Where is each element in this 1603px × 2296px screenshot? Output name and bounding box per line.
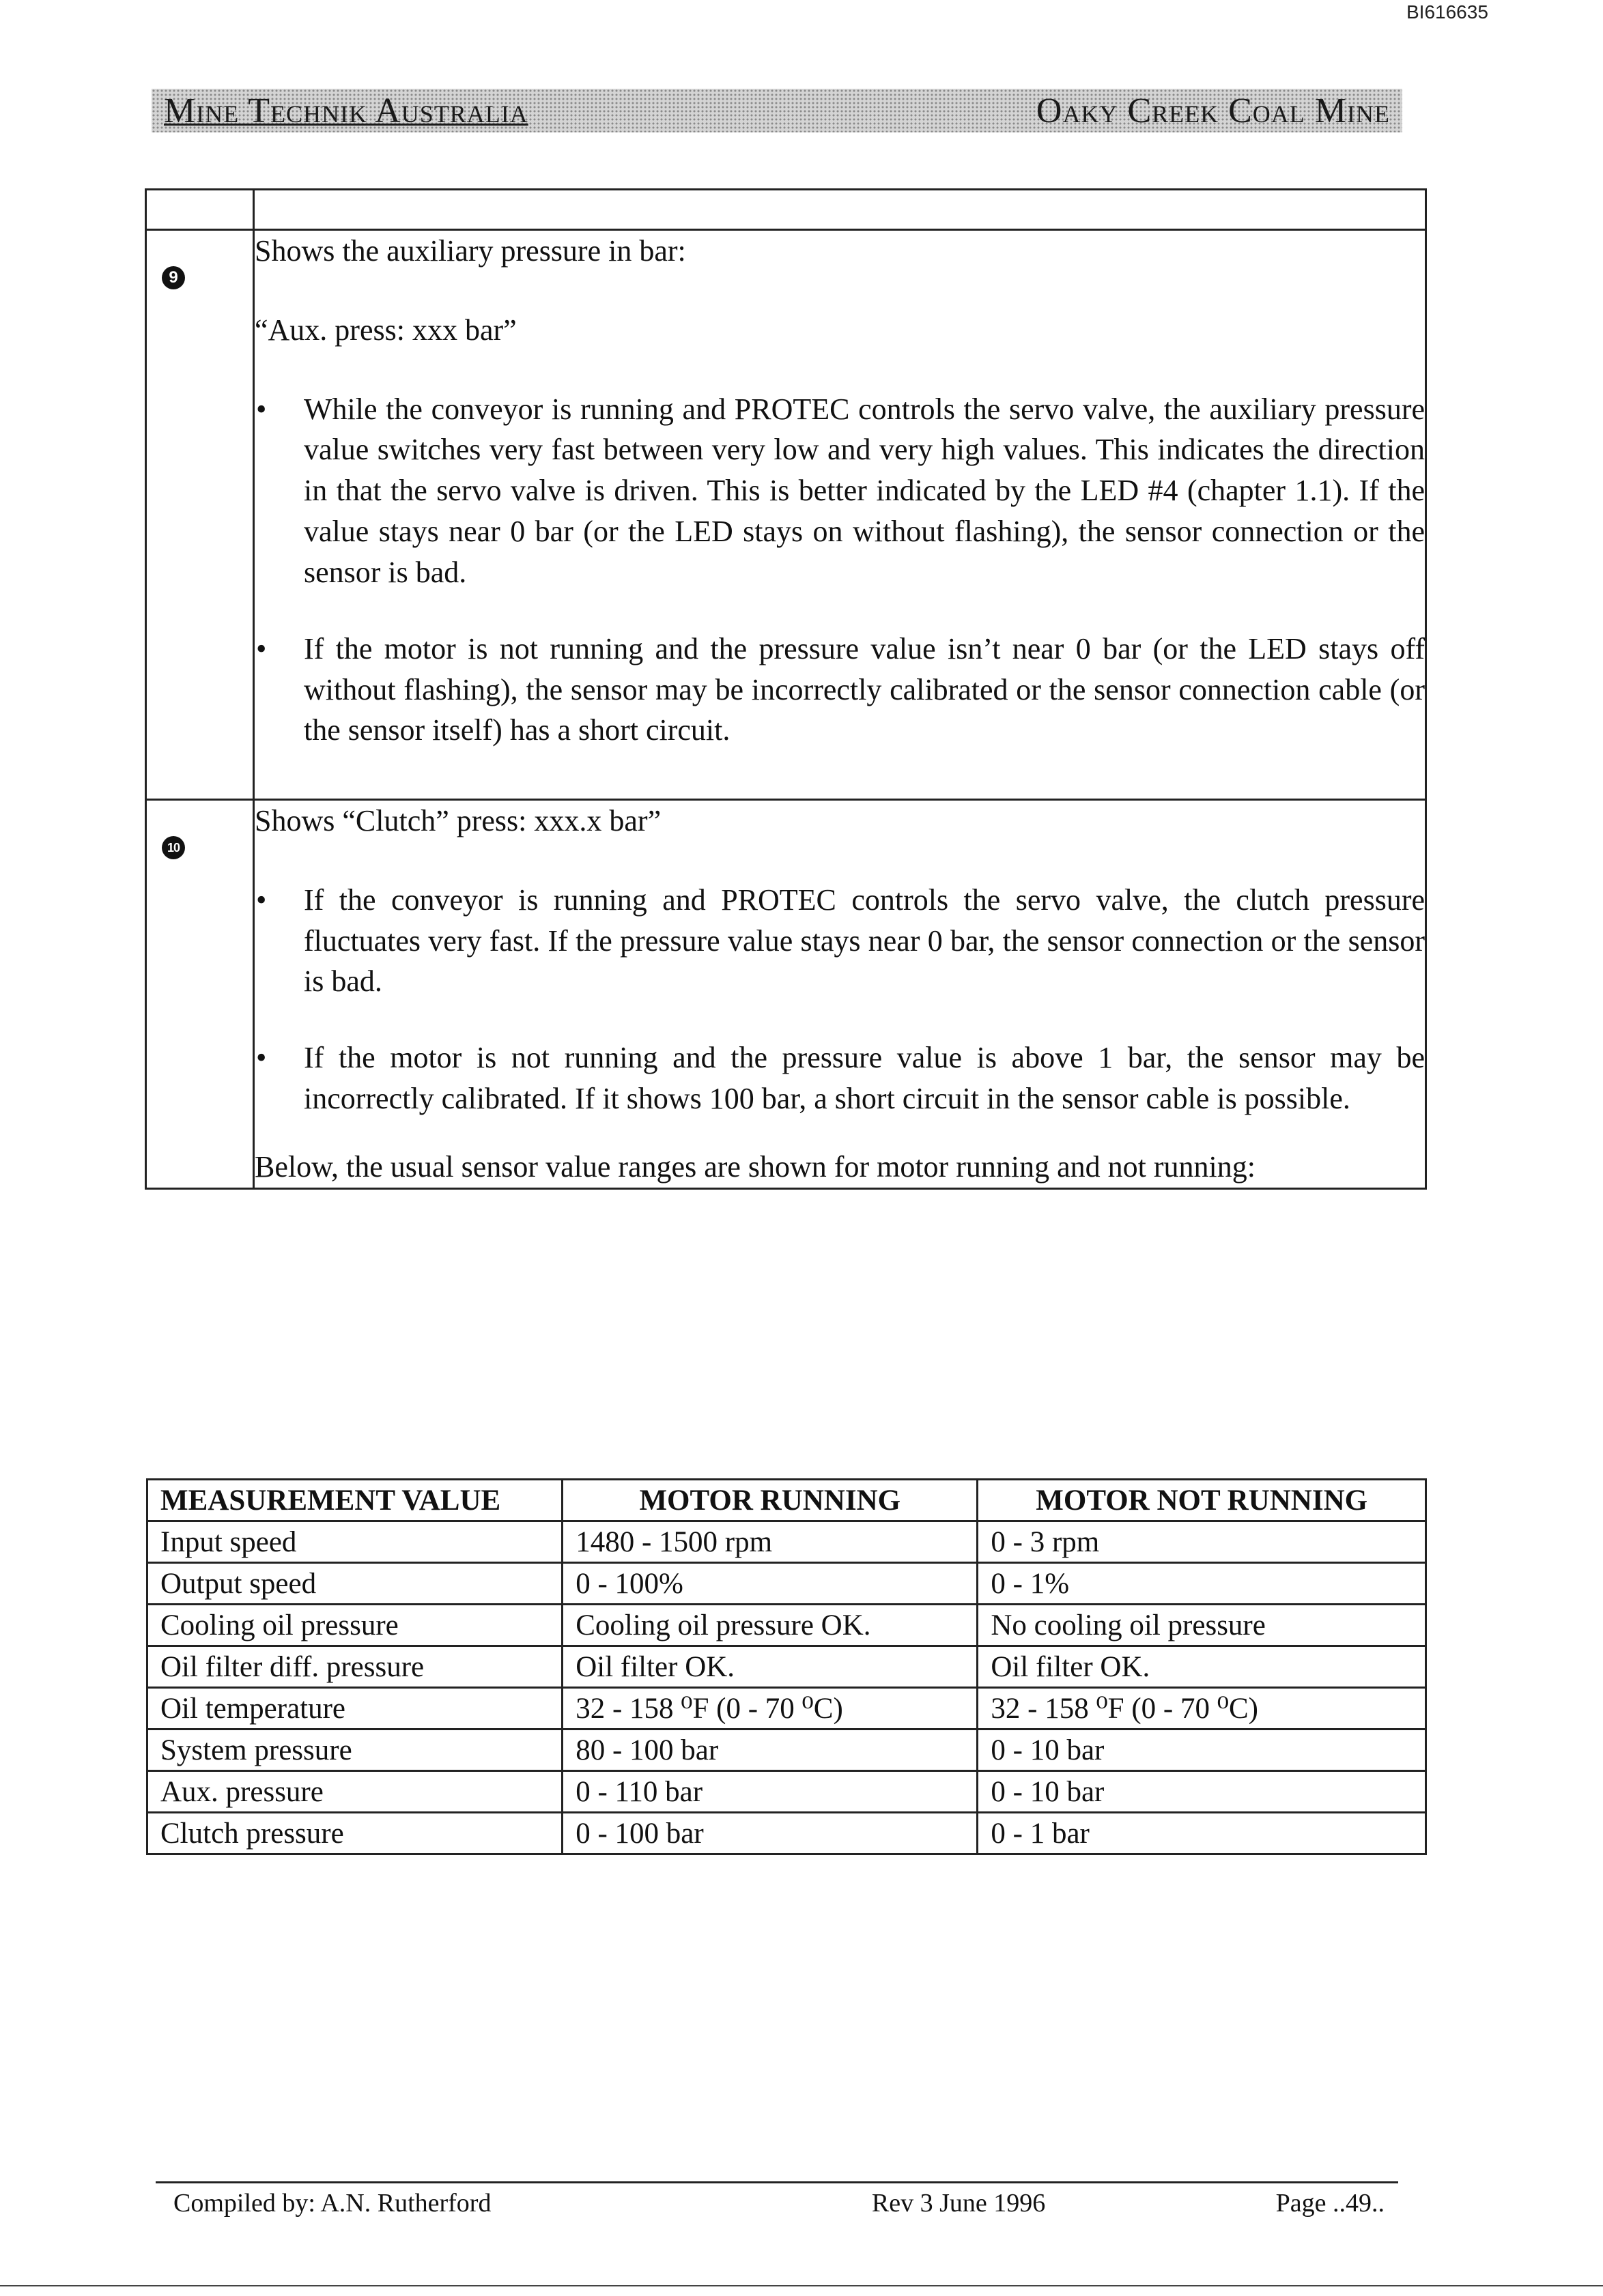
header-company: Mine Technik Australia [164, 91, 528, 130]
table-cell: Aux. pressure [147, 1771, 563, 1813]
note-row-9 [146, 230, 1426, 800]
bullet-list [255, 389, 1425, 751]
table-cell: 1480 - 1500 rpm [563, 1521, 978, 1563]
table-row [147, 1563, 1426, 1605]
table-row [147, 1730, 1426, 1771]
table-cell: Oil filter OK. [563, 1646, 978, 1688]
column-header: MOTOR RUNNING [563, 1480, 978, 1521]
table-cell: 0 - 3 rpm [978, 1521, 1426, 1563]
table-header-row [147, 1480, 1426, 1521]
bullet-item: • If the conveyor is running and PROTEC controls the servo valve, the clutch pressure fluctuates very fast. If the pressure value stays near 0 bar, the sensor connection or the sensor is bad. [255, 880, 1425, 1002]
note-number-9: 9 [162, 266, 185, 289]
table-row [147, 1646, 1426, 1688]
table-row [147, 1521, 1426, 1563]
table-row [147, 1688, 1426, 1730]
note-display-text: “Aux. press: xxx bar” [255, 313, 517, 347]
table-cell: Oil temperature [147, 1688, 563, 1730]
note-number-10: 10 [162, 836, 185, 859]
scan-edge-line [0, 2285, 1603, 2286]
document-id: BI616635 [1406, 1, 1488, 23]
column-header: MOTOR NOT RUNNING [978, 1480, 1426, 1521]
notes-header-row [146, 190, 1426, 230]
table-cell: 0 - 100 bar [563, 1813, 978, 1854]
table-cell: Input speed [147, 1521, 563, 1563]
table-cell: 0 - 10 bar [978, 1771, 1426, 1813]
table-row [147, 1771, 1426, 1813]
footer-compiled-by: Compiled by: A.N. Rutherford [173, 2189, 492, 2218]
table-cell: Cooling oil pressure OK. [563, 1605, 978, 1646]
table-cell: 0 - 100% [563, 1563, 978, 1605]
note-intro: Shows “Clutch” press: xxx.x bar” [255, 804, 662, 837]
note-intro: Shows the auxiliary pressure in bar: [255, 234, 686, 268]
table-cell: Output speed [147, 1563, 563, 1605]
bullet-item: • If the motor is not running and the pressure value isn’t near 0 bar (or the LED stays off without flashing), the sensor may be incorrectly calibrated or the sensor connection cable (or the sensor itself) has a short circuit. [255, 629, 1425, 751]
table-cell: Clutch pressure [147, 1813, 563, 1854]
table-cell: 0 - 10 bar [978, 1730, 1426, 1771]
table-cell: Cooling oil pressure [147, 1605, 563, 1646]
note-content-10 [254, 800, 1426, 1189]
bullet-item: • If the motor is not running and the pressure value is above 1 bar, the sensor may be incorrectly calibrated. If it shows 100 bar, a short circuit in the sensor cable is possible. [255, 1037, 1425, 1119]
page-footer [156, 2188, 1398, 2218]
table-cell: System pressure [147, 1730, 563, 1771]
notes-table [145, 188, 1427, 1190]
table-cell: 80 - 100 bar [563, 1730, 978, 1771]
bullet-list [255, 880, 1425, 1119]
table-cell: Oil filter OK. [978, 1646, 1426, 1688]
sensor-values-table [146, 1478, 1427, 1855]
footer-page-number: Page ..49.. [1275, 2189, 1385, 2218]
header-site: Oaky Creek Coal Mine [1036, 91, 1390, 130]
header-banner [152, 89, 1402, 132]
table-row [147, 1813, 1426, 1854]
table-cell: 0 - 1% [978, 1563, 1426, 1605]
note-closing: Below, the usual sensor value ranges are shown for motor running and not running: [255, 1149, 1256, 1183]
table-cell: 32 - 158 ⁰F (0 - 70 ⁰C) [978, 1688, 1426, 1730]
table-cell: 0 - 110 bar [563, 1771, 978, 1813]
column-header: MEASUREMENT VALUE [147, 1480, 563, 1521]
table-cell: 0 - 1 bar [978, 1813, 1426, 1854]
note-row-10 [146, 800, 1426, 1189]
note-content-9 [254, 230, 1426, 800]
table-row [147, 1605, 1426, 1646]
bullet-item: • While the conveyor is running and PROTEC controls the servo valve, the auxiliary pressure value switches very fast between very low and very high values. This indicates the direction in that the servo valve is driven. This is better indicated by the LED #4 (chapter 1.1). If the value stays near 0 bar (or the LED stays on without flashing), the sensor connection or the sensor is bad. [255, 389, 1425, 593]
table-cell: Oil filter diff. pressure [147, 1646, 563, 1688]
table-cell: No cooling oil pressure [978, 1605, 1426, 1646]
table-cell: 32 - 158 ⁰F (0 - 70 ⁰C) [563, 1688, 978, 1730]
footer-rule [156, 2181, 1398, 2183]
footer-revision: Rev 3 June 1996 [871, 2189, 1046, 2218]
